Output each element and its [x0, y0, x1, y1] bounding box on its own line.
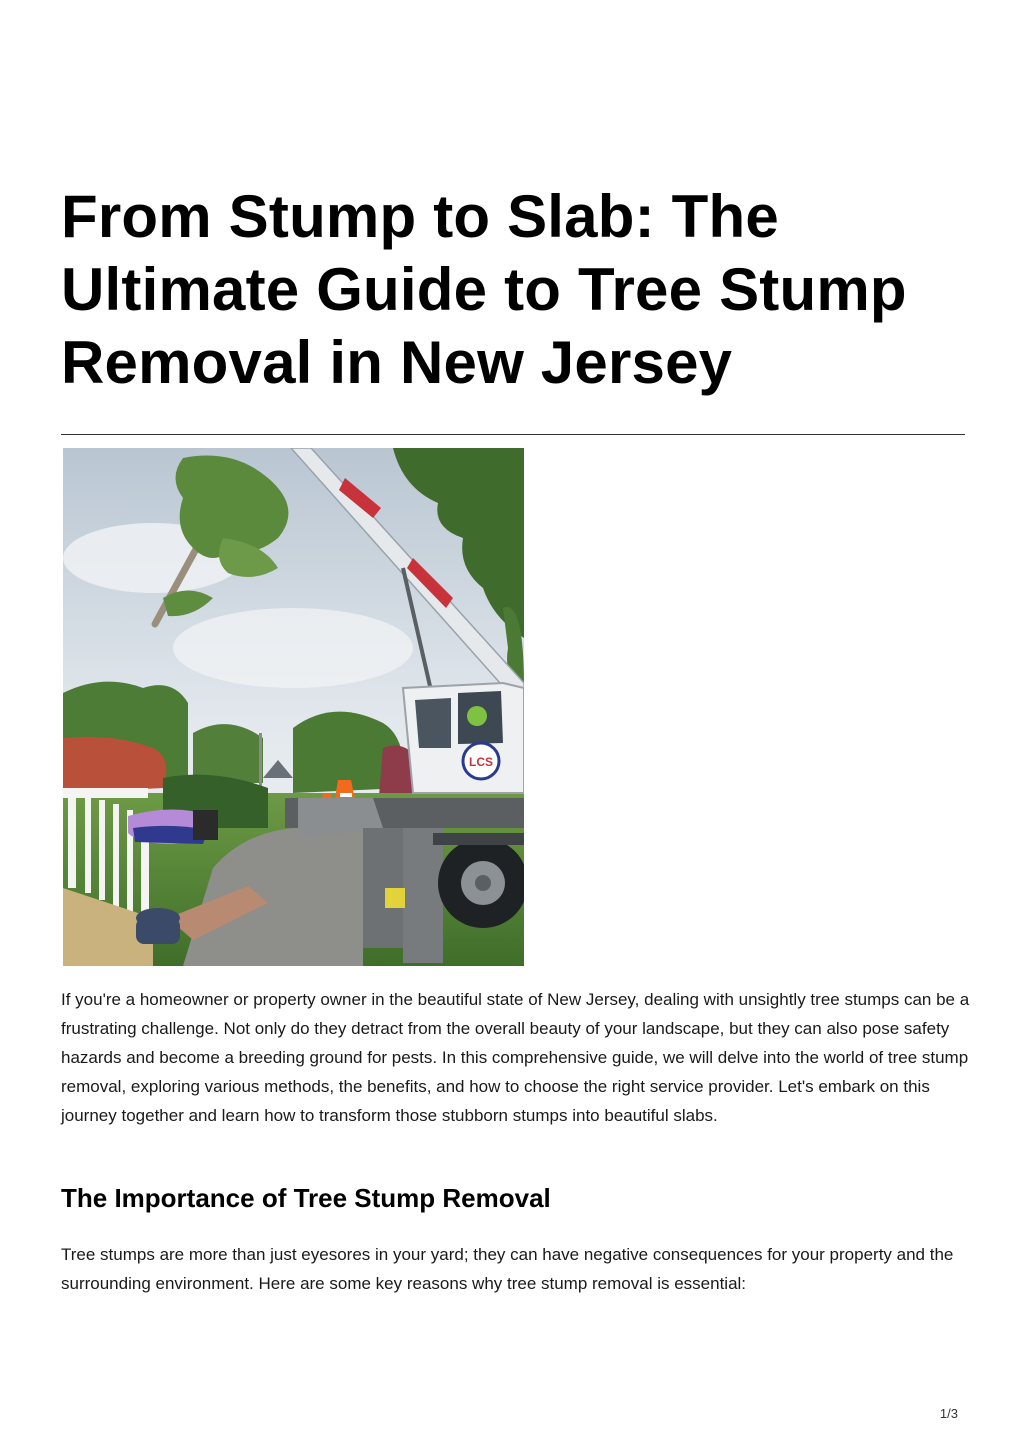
crane-tree-removal-photo	[63, 448, 524, 966]
section-heading: The Importance of Tree Stump Removal	[61, 1183, 551, 1213]
article-title: From Stump to Slab: The Ultimate Guide to Tree Stump Removal in New Jersey	[61, 183, 907, 396]
title-divider	[61, 434, 965, 435]
section-paragraph: Tree stumps are more than just eyesores in your yard; they can have negative consequences for your property and the surrounding environment. Here are some key reasons why tree stump removal is essential:	[61, 1245, 954, 1293]
crane-logo-text: LCS	[469, 755, 493, 769]
intro-paragraph: If you're a homeowner or property owner in the beautiful state of New Jersey, dealing with unsightly tree stumps can be a frustrating challenge. Not only do they detract from the overall beauty of your landscape, but they can also pose safety hazards and become a breeding ground for pests. In this comprehensive guide, we will delve into the world of tree stump removal, exploring various methods, the benefits, and how to choose the right service provider. Let's embark on this journey together and learn how to transform those stubborn stumps into beautiful slabs.	[61, 990, 970, 1125]
page-number: 1/3	[939, 1406, 958, 1421]
